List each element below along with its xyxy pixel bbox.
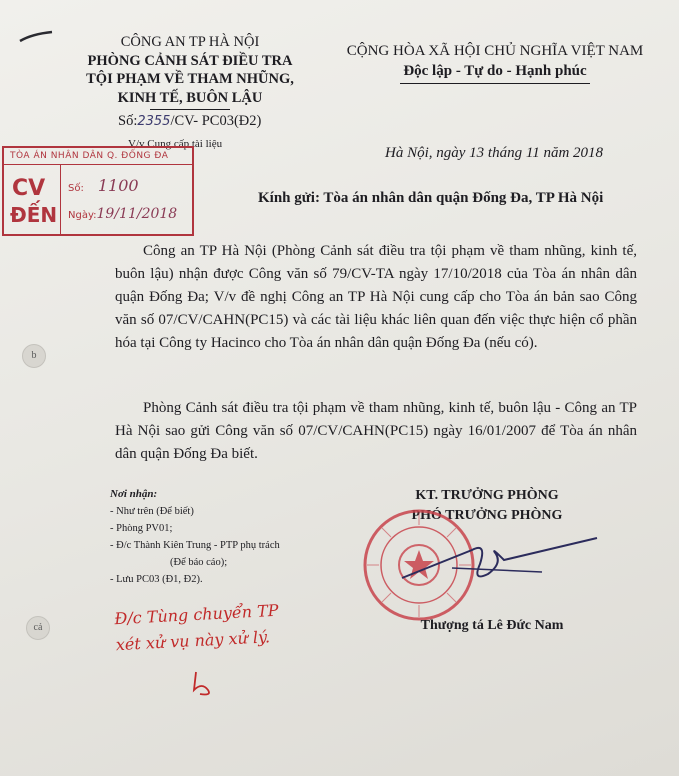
list-item: - Đ/c Thành Kiên Trung - PTP phụ trách <box>110 540 280 551</box>
pen-mark-icon <box>18 30 54 44</box>
nation-motto: Độc lập - Tự do - Hạnh phúc <box>403 63 587 79</box>
stamp-cv: CV <box>12 176 46 201</box>
stamp-divider <box>4 164 192 165</box>
recipients-list <box>110 503 280 588</box>
signature-line-2: PHÓ TRƯỞNG PHÒNG <box>411 508 563 523</box>
document-number-handwritten: 2355 <box>137 114 171 129</box>
place-date: Hà Nội, ngày 13 tháng 11 năm 2018 <box>385 145 604 161</box>
agency-line-3: TỘI PHẠM VỀ THAM NHŨNG, <box>86 71 294 87</box>
signature-scribble-icon <box>392 520 602 590</box>
signature-line-1: KT. TRƯỞNG PHÒNG <box>415 488 559 503</box>
list-item: - Như trên (Để biết) <box>110 506 194 517</box>
list-item: (Để báo cáo); <box>170 557 228 568</box>
stamp-number-label: Số: <box>68 183 84 194</box>
received-stamp <box>2 146 194 236</box>
list-item: - Phòng PV01; <box>110 523 173 534</box>
agency-line-1: CÔNG AN TP HÀ NỘI <box>120 34 260 50</box>
list-item: - Lưu PC03 (Đ1, Đ2). <box>110 574 203 585</box>
signer-name: Thượng tá Lê Đức Nam <box>420 618 564 633</box>
document-number-suffix: /CV- PC03(Đ2) <box>170 113 262 129</box>
body-paragraph-1: Công an TP Hà Nội (Phòng Cảnh sát điều tra tội phạm về tham nhũng, kinh tế, buôn lậu) nhận được Công văn số 79/CV-TA ngày 17/10/2018 của Tòa án nhân dân quận Đống Đa; V/v đề nghị Công an TP Hà Nội cung cấp cho Tòa án bản sao Công văn số 07/CV/CAHN(PC15) và các tài liệu khác liên quan đến việc thực hiện cổ phần hóa tại Công ty Hacinco cho Tòa án nhân dân quận Đống Đa (nếu có). <box>115 243 637 351</box>
stamp-date <box>68 206 177 222</box>
stamp-vertical-divider <box>60 165 61 234</box>
stamp-header: TÒA ÁN NHÂN DÂN Q. ĐỐNG ĐA <box>10 151 169 161</box>
motto-underline <box>400 83 590 84</box>
stamp-date-label: Ngày: <box>68 210 97 221</box>
stamp-den: ĐẾN <box>10 203 58 227</box>
document-number-prefix: Số: <box>118 113 138 129</box>
stamp-number-value: 1100 <box>97 176 139 195</box>
document-subject: V/v Cung cấp tài liệu <box>128 138 223 150</box>
agency-line-2: PHÒNG CẢNH SÁT ĐIỀU TRA <box>87 53 293 69</box>
punch-hole-icon: cả <box>26 616 50 640</box>
stamp-number <box>68 176 139 195</box>
stamp-date-value: 19/11/2018 <box>96 206 178 222</box>
recipient-line: Kính gửi: Tòa án nhân dân quận Đống Đa, TP Hà Nội <box>258 190 604 206</box>
handwritten-note-line-2: xét xử vụ này xử lý. <box>115 627 271 655</box>
handwritten-note-line-1: Đ/c Tùng chuyển TP <box>113 600 279 629</box>
agency-underline <box>150 109 230 110</box>
agency-line-4: KINH TẾ, BUÔN LẬU <box>117 90 263 106</box>
handwritten-note <box>114 594 356 658</box>
punch-hole-icon: b <box>22 344 46 368</box>
recipients-title: Nơi nhận: <box>110 488 158 500</box>
body-paragraph-2: Phòng Cảnh sát điều tra tội phạm về tham nhũng, kinh tế, buôn lậu - Công an TP Hà Nội sao gửi Công văn số 07/CV/CAHN(PC15) ngày 16/01/2007 để Tòa án nhân dân quận Đống Đa biết. <box>115 400 637 462</box>
nation-title: CỘNG HÒA XÃ HỘI CHỦ NGHĨA VIỆT NAM <box>346 43 644 59</box>
handwritten-initial-icon <box>188 668 218 698</box>
document-number <box>118 113 261 130</box>
